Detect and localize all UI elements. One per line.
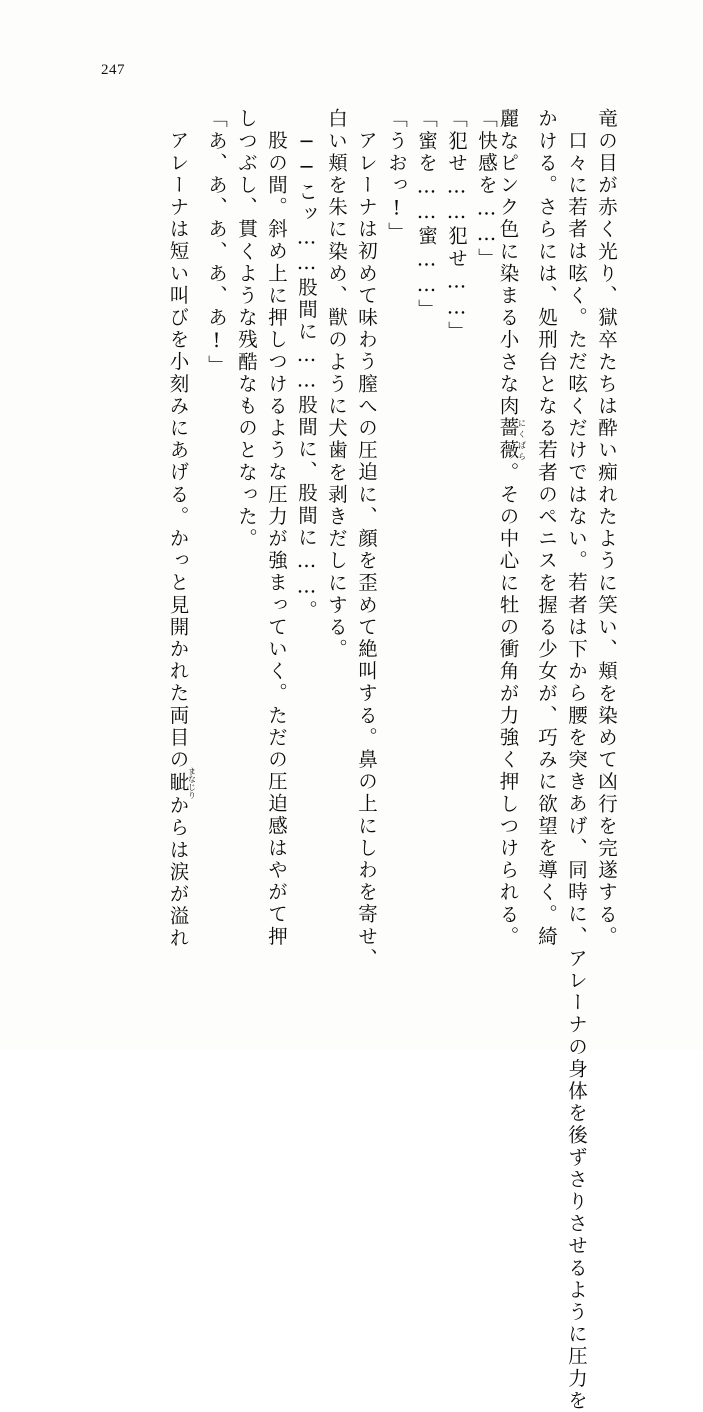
ruby-annotation: 薔薇にくばら (496, 417, 527, 462)
text-column: アレーナは短い叫びを小刻みにあげる。かっと見開かれた両目の眦まなじりからは涙が溢れ (166, 130, 197, 950)
vertical-text-body (96, 108, 618, 1412)
text-column: 「蜜を……蜜……」 (415, 108, 438, 321)
text-column: アレーナは初めて味わう膣への圧迫に、顔を歪めて絶叫する。鼻の上にしわを寄せ、 (355, 130, 378, 970)
text-column: 「快感を……」 (475, 108, 498, 270)
text-column: 「犯せ……犯せ……」 (445, 108, 468, 343)
text-column: 麗なピンク色に染まる小さな肉薔薇にくばら。その中心に牡の衝角が力強く押しつけられる。 (496, 108, 527, 948)
text-column: ──こッ……股間に……股間に、股間に……。 (295, 130, 318, 623)
text-column: 口々に若者は呟く。ただ呟くだけではない。若者は下から腰を突きあげ、同時に、アレーナの身体を後ずさりさせるように圧力を (565, 130, 588, 1412)
page-number: 247 (101, 62, 125, 78)
text-column: 股の間。斜め上に押しつけるような圧力が強まっていく。ただの圧迫感はやがて押 (265, 130, 288, 948)
text-column: かける。さらには、処刑台となる若者のペニスを握る少女が、巧みに欲望を導く。綺 (535, 108, 558, 948)
text-column: 白い頬を朱に染め、獣のように犬歯を剥きだしにする。 (325, 108, 348, 661)
text-column: 竜の目が赤く光り、獄卒たちは酔い痴れたように笑い、頬を染めて凶行を完遂する。 (595, 108, 618, 948)
text-column: 「うおっ!」 (385, 108, 408, 245)
ruby-annotation: 眦まなじり (166, 766, 197, 799)
text-column: しつぶし、貫くような残酷なものとなった。 (235, 108, 258, 550)
text-column: 「あ、あ、あ、あ、あ!」 (205, 108, 228, 377)
